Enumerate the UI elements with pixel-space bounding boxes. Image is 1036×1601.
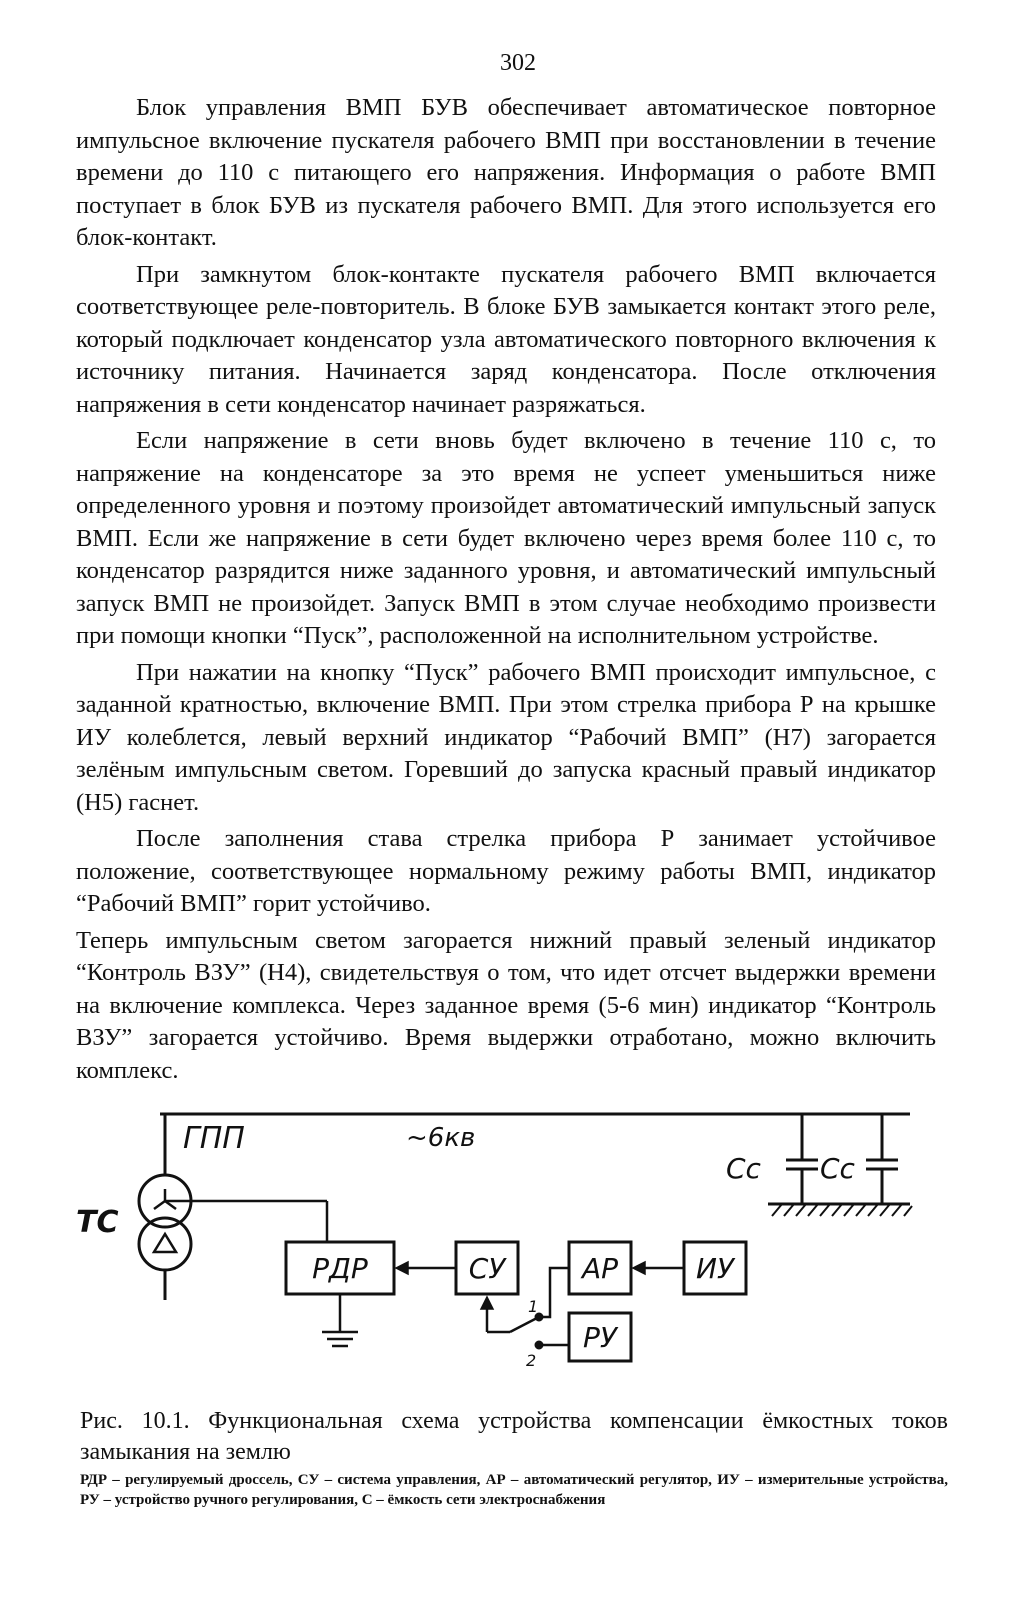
- label-gpp: ГПП: [183, 1121, 245, 1156]
- paragraph: Блок управления ВМП БУВ обеспечивает автоматическое повторное импульсное включение пускателя рабочего ВМП при восстановлении в течение времени до 110 с питающего его напряжения. Информация о работе ВМП поступает в блок БУВ из пускателя рабочего ВМП. Для этого используется его блок-контакт.: [76, 94, 936, 251]
- paragraph: Если напряжение в сети вновь будет включено в течение 110 с, то напряжение на конденсаторе за это время не успеет уменьшиться ниже определенного уровня и поэтому произойдет автоматический импульсный запуск ВМП. Если же напряжение в сети будет включено через время более 110 с, то конденсатор разрядится ниже заданного уровня, и автоматический импульсный запуск ВМП не произойдет. Запуск ВМП в этом случае необходимо произвести при помощи кнопки “Пуск”, расположенной на исполнительном устройстве.: [76, 427, 936, 649]
- label-ts: ТС: [76, 1205, 119, 1240]
- figure-caption: Рис. 10.1. Функциональная схема устройства компенсации ёмкостных токов замыкания на землю: [80, 1408, 948, 1465]
- label-capacitance-2: Cс: [820, 1152, 855, 1185]
- block-su-label: СУ: [468, 1252, 506, 1285]
- block-rdr-label: РДР: [312, 1252, 368, 1285]
- switch-position-1-label: 1: [528, 1297, 539, 1316]
- paragraph: При нажатии на кнопку “Пуск” рабочего ВМП происходит импульсное, с заданной кратностью, включение ВМП. При этом стрелка прибора Р на крышке ИУ колеблется, левый верхний индикатор “Рабочий ВМП” (Н7) загорается зелёным импульсным светом. Горевший до запуска красный правый индикатор (Н5) гаснет.: [76, 658, 936, 816]
- block-ru-label: РУ: [583, 1321, 617, 1354]
- block-ar-label: АР: [581, 1252, 619, 1285]
- paragraph: Теперь импульсным светом загорается нижний правый зеленый индикатор “Контроль ВЗУ” (Н4), свидетельствуя о том, что идет отсчет выдержки времени на включение комплекса. Через заданное время (5-6 мин) индикатор “Контроль ВЗУ” загорается устойчиво. Время выдержки отработано, можно включить комплекс.: [76, 926, 936, 1084]
- page-number: 302: [500, 50, 536, 76]
- arrowhead: [396, 1262, 408, 1274]
- block-iu-label: ИУ: [695, 1252, 735, 1285]
- paragraph: После заполнения става стрелка прибора Р занимает устойчивое положение, соответствующее нормальному режиму работы ВМП, индикатор “Рабочий ВМП” горит устойчиво.: [76, 825, 936, 917]
- circuit-diagram: [40, 1100, 960, 1400]
- earth-hatch: [772, 1204, 912, 1216]
- circuit-diagram-svg: [40, 1100, 960, 1400]
- delta-symbol: [154, 1234, 176, 1252]
- line-contact1-ar: [539, 1268, 569, 1317]
- star-symbol: [154, 1189, 176, 1209]
- label-capacitance-1: Cс: [726, 1152, 761, 1185]
- label-voltage: ~6кв: [406, 1123, 476, 1153]
- text-body: [76, 92, 936, 1091]
- paragraph: При замкнутом блок-контакте пускателя рабочего ВМП включается соответствующее реле-повторитель. В блоке БУВ замыкается контакт этого реле, который подключает конденсатор узла автоматического повторного включения к источнику питания. Начинается заряд конденсатора. После отключения напряжения в сети конденсатор начинает разряжаться.: [76, 260, 936, 418]
- arrowhead: [481, 1297, 493, 1309]
- switch-blade: [510, 1318, 537, 1332]
- switch-position-2-label: 2: [526, 1351, 537, 1370]
- figure-legend: РДР – регулируемый дроссель, СУ – система управления, АР – автоматический регулятор, ИУ – измерительные устройства, РУ – устройство ручного регулирования, С – ёмкость сети электроснабжения: [80, 1472, 948, 1508]
- arrowhead: [633, 1262, 645, 1274]
